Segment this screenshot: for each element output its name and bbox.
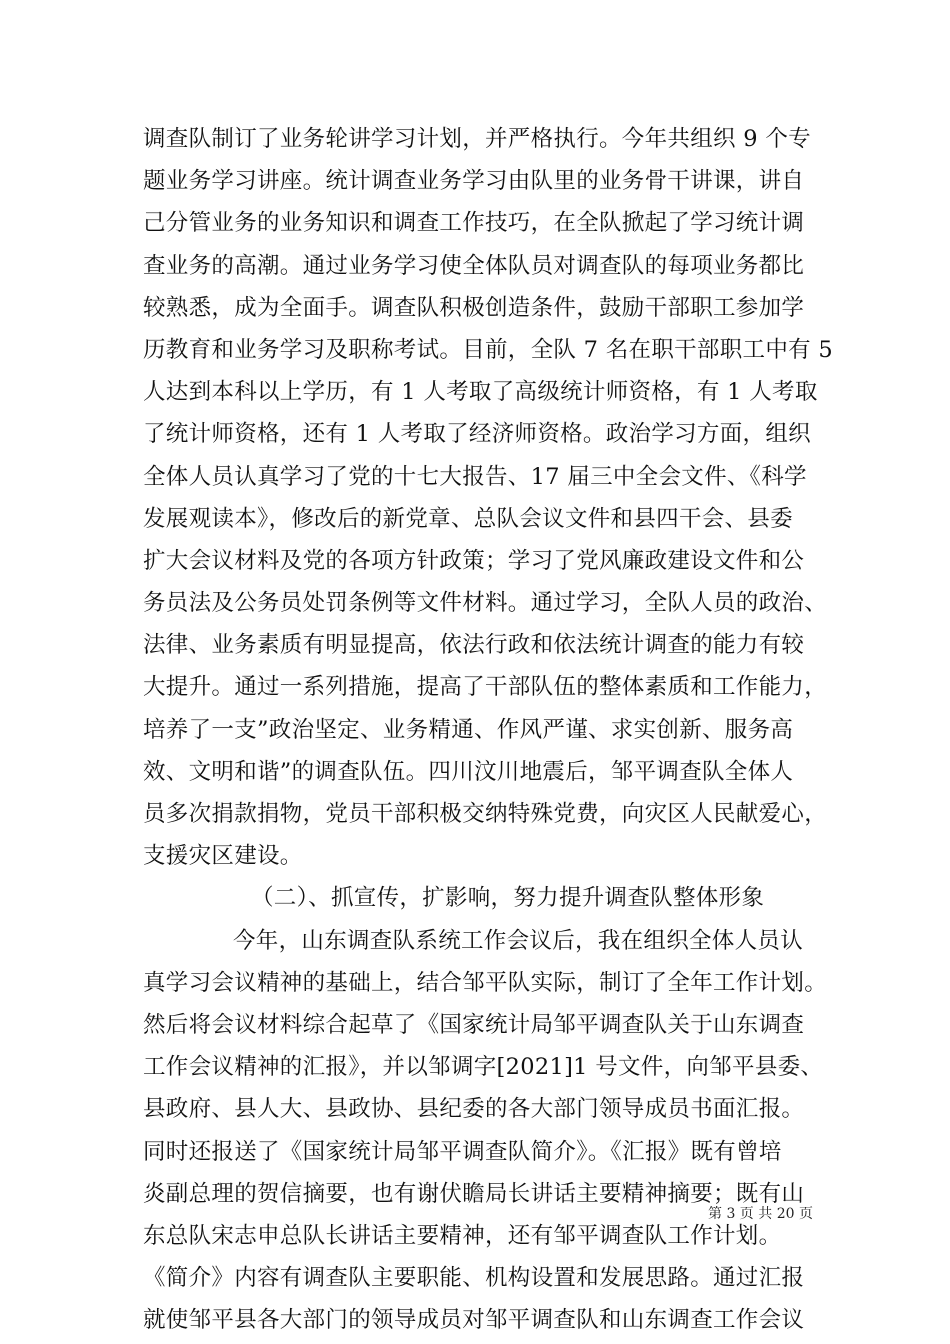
body-line: 支援灾区建设。 [143, 843, 303, 870]
body-line: 工作会议精神的汇报》，并以邹调字[2021]1 号文件，向邹平县委、 [143, 1054, 824, 1081]
paragraph-first-line: 今年，山东调查队系统工作会议后，我在组织全体人员认 [233, 927, 804, 954]
body-line: 己分管业务的业务知识和调查工作技巧，在全队掀起了学习统计调 [143, 210, 805, 237]
body-line: 发展观读本》，修改后的新党章、总队会议文件和县四干会、县委 [143, 505, 793, 532]
body-line: 炎副总理的贺信摘要，也有谢伏瞻局长讲话主要精神摘要；既有山 [143, 1180, 805, 1207]
body-line: 法律、业务素质有明显提高，依法行政和依法统计调查的能力有较 [143, 632, 805, 659]
body-line: 效、文明和谐”的调查队伍。四川汶川地震后，邹平调查队全体人 [143, 758, 794, 785]
body-line: 务员法及公务员处罚条例等文件材料。通过学习，全队人员的政治、 [143, 590, 828, 617]
body-line: 查业务的高潮。通过业务学习使全体队员对调查队的每项业务都比 [143, 252, 805, 279]
body-line: 调查队制订了业务轮讲学习计划，并严格执行。今年共组织 9 个专 [143, 126, 811, 152]
body-line: 了统计师资格，还有 1 人考取了经济师资格。政治学习方面，组织 [143, 421, 811, 448]
body-line: 较熟悉，成为全面手。调查队积极创造条件，鼓励干部职工参加学 [143, 294, 805, 321]
body-line: 然后将会议材料综合起草了《国家统计局邹平调查队关于山东调查 [143, 1011, 805, 1038]
body-line: 全体人员认真学习了党的十七大报告、17 届三中全会文件、《科学 [143, 463, 807, 490]
document-body [143, 118, 833, 1341]
body-line: 历教育和业务学习及职称考试。目前，全队 7 名在职干部职工中有 5 [143, 336, 833, 363]
body-line: 人达到本科以上学历，有 1 人考取了高级统计师资格，有 1 人考取 [143, 379, 818, 406]
page-number-footer: 第 3 页 共 20 页 [708, 1206, 813, 1222]
body-line: 县政府、县人大、县政协、县纪委的各大部门领导成员书面汇报。 [143, 1096, 805, 1123]
body-line: 就使邹平县各大部门的领导成员对邹平调查队和山东调查工作会议 [143, 1307, 805, 1334]
body-line: 东总队宋志申总队长讲话主要精神，还有邹平调查队工作计划。 [143, 1222, 782, 1249]
section-heading: （二）、抓宣传，扩影响，努力提升调查队整体形象 [251, 885, 765, 912]
body-line: 扩大会议材料及党的各项方针政策；学习了党风廉政建设文件和公 [143, 547, 805, 574]
body-line: 真学习会议精神的基础上，结合邹平队实际，制订了全年工作计划。 [143, 969, 828, 996]
body-line: 《简介》内容有调查队主要职能、机构设置和发展思路。通过汇报 [143, 1265, 805, 1292]
body-line: 员多次捐款捐物，党员干部积极交纳特殊党费，向灾区人民献爱心， [143, 801, 828, 827]
body-line: 题业务学习讲座。统计调查业务学习由队里的业务骨干讲课，讲自 [143, 168, 805, 195]
body-line: 大提升。通过一系列措施，提高了干部队伍的整体素质和工作能力， [143, 674, 828, 701]
body-line: 培养了一支”政治坚定、业务精通、作风严谨、求实创新、服务高 [143, 716, 794, 743]
body-line: 同时还报送了《国家统计局邹平调查队简介》。《汇报》既有曾培 [143, 1138, 782, 1165]
